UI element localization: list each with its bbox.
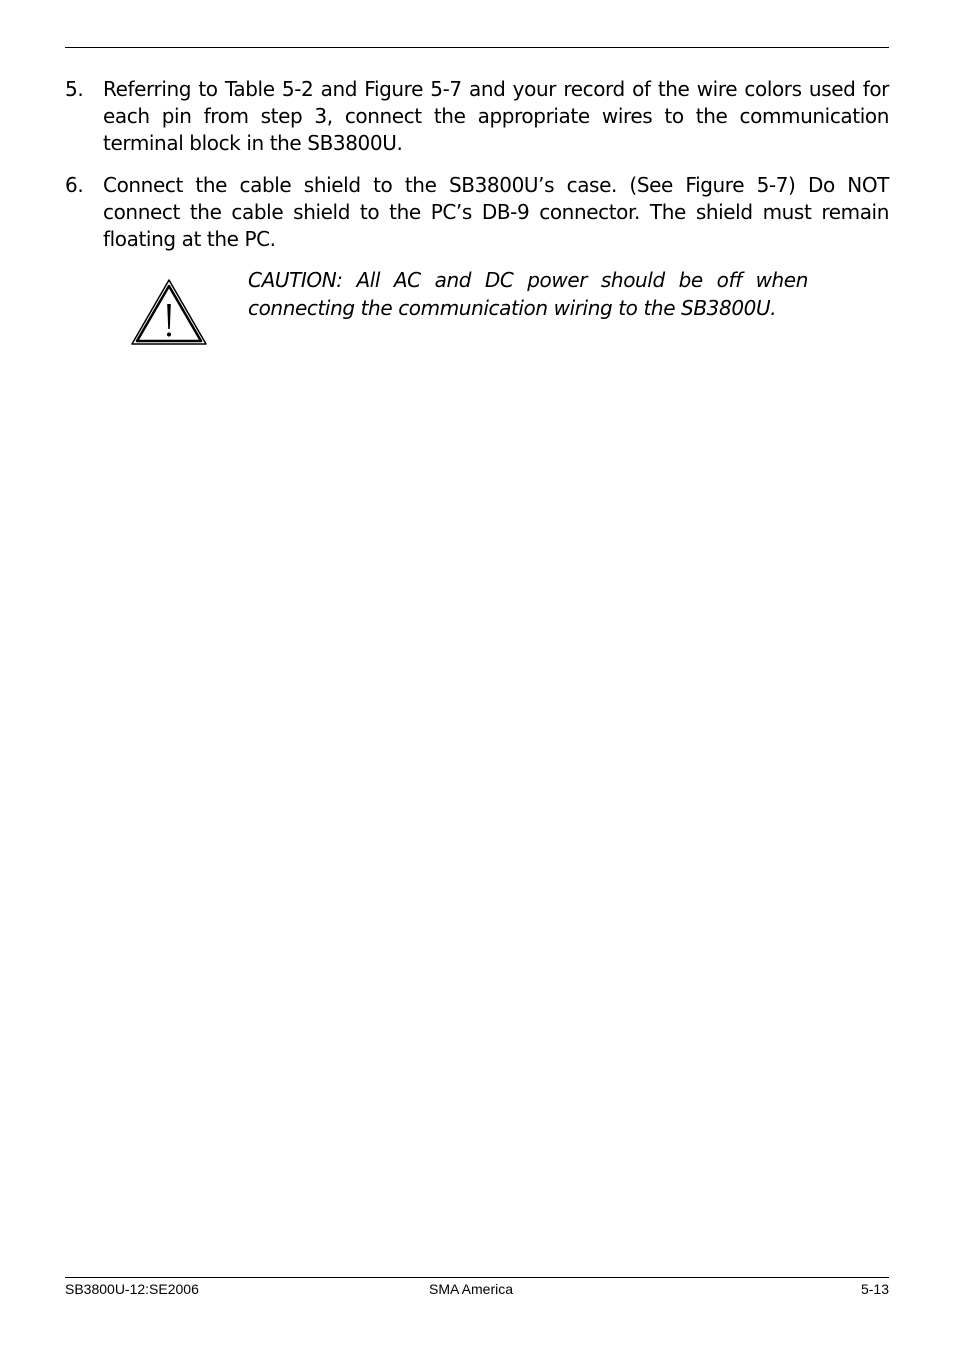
step-6	[65, 172, 889, 253]
step-5	[65, 76, 889, 157]
header-rule	[65, 47, 889, 48]
caution-note: CAUTION: All AC and DC power should be off when connecting the communication wiring to the SB3800U.	[248, 268, 808, 320]
step-text: Connect the cable shield to the SB3800U’s case. (See Figure 5-7) Do NOT connect the cable shield to the PC’s DB-9 connector. The shield must remain floating at the PC.	[103, 173, 889, 251]
step-text: Referring to Table 5-2 and Figure 5-7 and your record of the wire colors used for each pin from step 3, connect the appropriate wires to the communication terminal block in the SB3800U.	[103, 77, 889, 155]
footer-company: SMA America	[429, 1281, 514, 1297]
footer-rule	[65, 1277, 889, 1278]
warning-triangle-icon	[129, 276, 209, 348]
step-number: 5.	[65, 77, 84, 101]
step-number: 6.	[65, 173, 84, 197]
footer-page-number: 5-13	[860, 1281, 889, 1297]
footer-document-id: SB3800U-12:SE2006	[65, 1281, 199, 1297]
